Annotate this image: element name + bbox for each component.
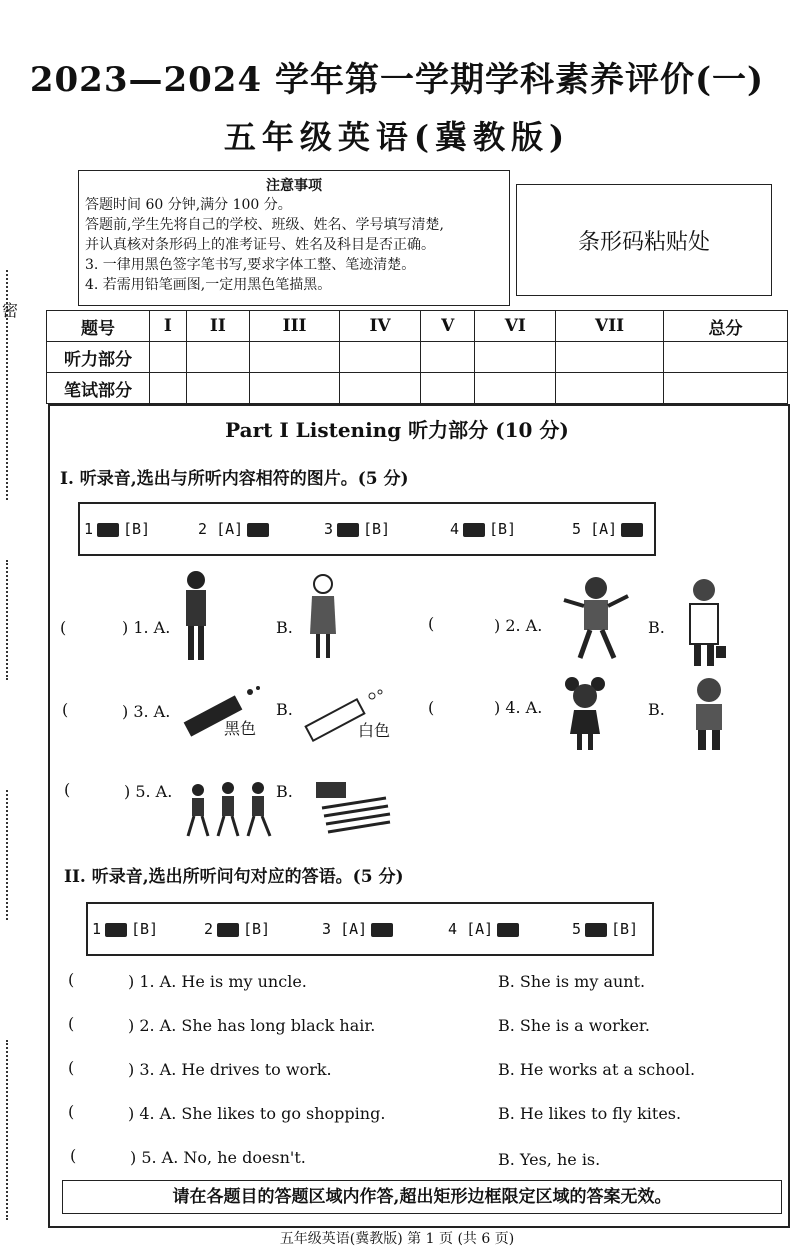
option-b: B.: [648, 700, 665, 719]
answer-strip: [78, 502, 656, 556]
section-title: I. 听录音,选出与所听内容相符的图片。(5 分): [60, 469, 409, 489]
answer-item[interactable]: 3 [A]: [322, 920, 397, 938]
table-header-cell: II: [186, 311, 249, 342]
answer-item[interactable]: 4 [B]: [450, 520, 517, 538]
doctor-figure-icon: [682, 576, 726, 668]
score-cell[interactable]: [556, 373, 664, 404]
painter-figure-icon: [558, 574, 634, 660]
notice-line: 答题前,学生先将自己的学校、班级、姓名、学号填写清楚,: [85, 217, 444, 233]
answer-item[interactable]: 2 [A]: [198, 520, 273, 538]
table-row: [47, 373, 788, 404]
answer-paren[interactable]: (: [68, 970, 75, 989]
answer-item[interactable]: 4 [A]: [448, 920, 523, 938]
answer-paren[interactable]: (: [64, 780, 71, 799]
score-cell[interactable]: [663, 373, 787, 404]
question-label: ) 5. A.: [124, 782, 173, 801]
notice-line: 答题时间 60 分钟,满分 100 分。: [85, 197, 292, 213]
question-option-b: B. He likes to fly kites.: [498, 1104, 682, 1123]
table-header-cell: 题号: [47, 311, 150, 342]
table-row: [47, 311, 788, 342]
filled-mark-icon: [463, 523, 485, 537]
score-cell[interactable]: [186, 342, 249, 373]
answer-item[interactable]: 2 [B]: [204, 920, 271, 938]
option-b: B.: [276, 618, 293, 637]
color-caption: 白色: [358, 721, 391, 740]
exam-title: 2023—2024 学年第一学期学科素养评价(一): [29, 60, 765, 100]
exam-subtitle: 五年级英语(冀教版): [223, 118, 571, 156]
table-header-cell: VII: [556, 311, 664, 342]
answer-paren[interactable]: (: [60, 618, 67, 637]
table-header-cell: V: [421, 311, 475, 342]
score-cell[interactable]: [150, 373, 187, 404]
answer-area-notice: 请在各题目的答题区域内作答,超出矩形边框限定区域的答案无效。: [62, 1180, 782, 1214]
score-cell[interactable]: [556, 342, 664, 373]
binding-line: [6, 790, 14, 920]
answer-item[interactable]: 1 [B]: [84, 520, 151, 538]
score-table: [46, 310, 788, 404]
section-title: II. 听录音,选出所听问句对应的答语。(5 分): [64, 867, 404, 887]
filled-mark-icon: [247, 523, 269, 537]
girl-figure-icon: [562, 676, 608, 752]
page-footer: 五年级英语(冀教版) 第 1 页 (共 6 页): [279, 1231, 515, 1247]
color-caption: 黑色: [224, 719, 257, 738]
children-playing-icon: [184, 780, 276, 840]
boy-figure-icon: [688, 676, 730, 752]
filled-mark-icon: [621, 523, 643, 537]
question-label: ) 3. A.: [122, 702, 171, 721]
filled-mark-icon: [585, 923, 607, 937]
score-cell[interactable]: [475, 342, 556, 373]
part-title: Part I Listening 听力部分 (10 分): [225, 418, 569, 442]
filled-mark-icon: [217, 923, 239, 937]
score-cell[interactable]: [421, 342, 475, 373]
table-row: [47, 342, 788, 373]
table-header-cell: IV: [340, 311, 421, 342]
binding-line: [6, 1040, 14, 1220]
score-cell[interactable]: [421, 373, 475, 404]
barcode-area: [516, 184, 772, 296]
answer-item[interactable]: 3 [B]: [324, 520, 391, 538]
answer-paren[interactable]: (: [62, 700, 69, 719]
score-cell[interactable]: [150, 342, 187, 373]
question-label: ) 4. A.: [494, 698, 543, 717]
option-b: B.: [276, 700, 293, 719]
score-cell[interactable]: [663, 342, 787, 373]
answer-paren[interactable]: (: [428, 614, 435, 633]
question-label: ) 1. A.: [122, 618, 171, 637]
answer-item[interactable]: 5 [B]: [572, 920, 639, 938]
score-cell[interactable]: [186, 373, 249, 404]
option-b: B.: [648, 618, 665, 637]
question-option-a: ) 5. A. No, he doesn't.: [130, 1148, 306, 1167]
score-cell[interactable]: [250, 373, 340, 404]
answer-paren[interactable]: (: [70, 1146, 77, 1165]
books-stack-icon: [312, 778, 392, 836]
question-option-b: B. He works at a school.: [498, 1060, 696, 1079]
filled-mark-icon: [97, 523, 119, 537]
question-option-a: ) 1. A. He is my uncle.: [128, 972, 307, 991]
barcode-label: 条形码粘贴处: [577, 229, 710, 255]
question-option-a: ) 4. A. She likes to go shopping.: [128, 1104, 386, 1123]
seal-char: 密: [2, 301, 19, 320]
filled-mark-icon: [497, 923, 519, 937]
notice-box: [78, 170, 510, 306]
answer-paren[interactable]: (: [428, 698, 435, 717]
answer-item[interactable]: 1 [B]: [92, 920, 159, 938]
row-label: 听力部分: [47, 342, 150, 373]
question-label: ) 2. A.: [494, 616, 543, 635]
answer-item[interactable]: 5 [A]: [572, 520, 647, 538]
filled-mark-icon: [371, 923, 393, 937]
man-figure-icon: [178, 568, 214, 662]
score-cell[interactable]: [250, 342, 340, 373]
question-option-a: ) 3. A. He drives to work.: [128, 1060, 332, 1079]
filled-mark-icon: [105, 923, 127, 937]
filled-mark-icon: [337, 523, 359, 537]
notice-line: 并认真核对条形码上的准考证号、姓名及科目是否正确。: [85, 237, 435, 253]
notice-line: 4. 若需用铅笔画图,一定用黑色笔描黑。: [85, 277, 332, 293]
score-cell[interactable]: [340, 342, 421, 373]
row-label: 笔试部分: [47, 373, 150, 404]
option-b: B.: [276, 782, 293, 801]
table-header-cell: 总分: [663, 311, 787, 342]
notice-title: 注意事项: [266, 178, 322, 194]
table-header-cell: I: [150, 311, 187, 342]
question-option-a: ) 2. A. She has long black hair.: [128, 1016, 376, 1035]
answer-paren[interactable]: (: [68, 1014, 75, 1033]
answer-strip: [86, 902, 654, 956]
woman-figure-icon: [306, 572, 340, 660]
notice-line: 3. 一律用黑色签字笔书写,要求字体工整、笔迹清楚。: [85, 257, 416, 273]
question-option-b: B. She is my aunt.: [498, 972, 646, 991]
answer-paren[interactable]: (: [68, 1058, 75, 1077]
table-header-cell: III: [250, 311, 340, 342]
score-cell[interactable]: [340, 373, 421, 404]
question-option-b: B. She is a worker.: [498, 1016, 650, 1035]
binding-line: [6, 560, 14, 680]
answer-paren[interactable]: (: [68, 1102, 75, 1121]
table-header-cell: VI: [475, 311, 556, 342]
score-cell[interactable]: [475, 373, 556, 404]
question-option-b: B. Yes, he is.: [498, 1150, 601, 1169]
